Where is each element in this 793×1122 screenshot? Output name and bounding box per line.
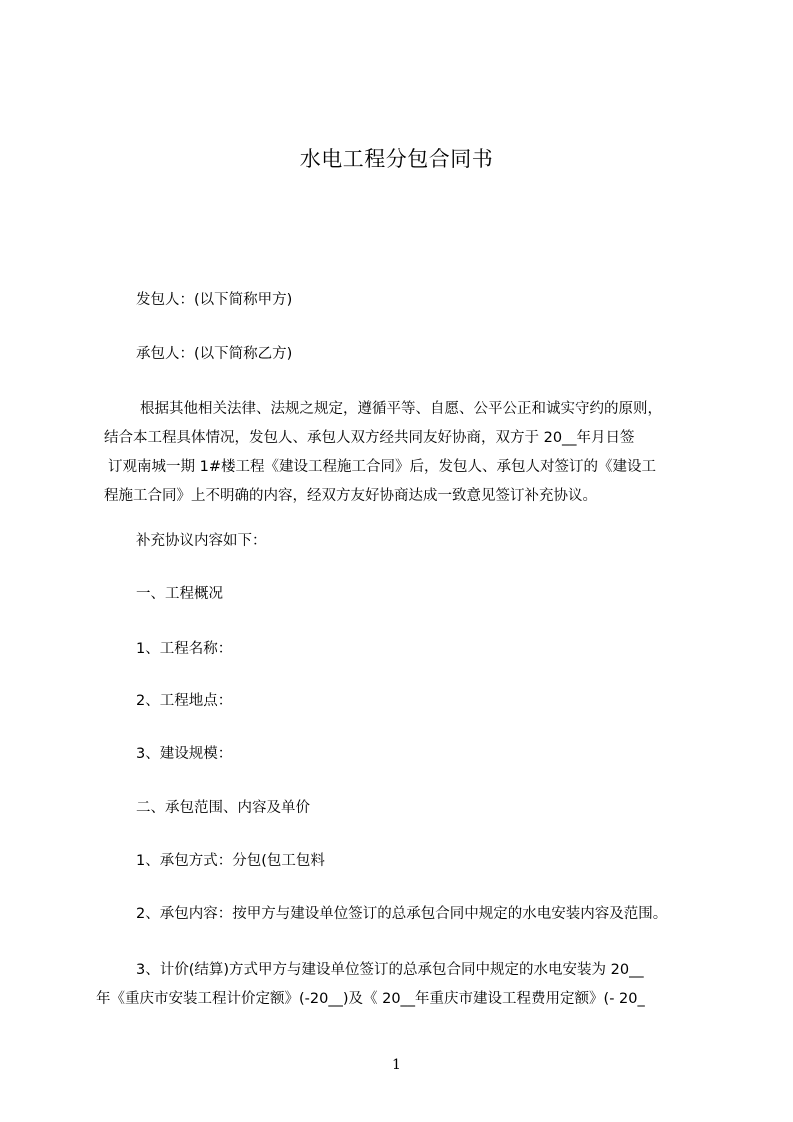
page-number: 1 <box>392 1057 401 1073</box>
section-1-heading: 一、工程概况 <box>136 586 223 602</box>
preamble-line-3: 订观南城一期 1#楼工程《建设工程施工合同》后，发包人、承包人对签订的《建设工 <box>108 459 656 475</box>
preamble-line-2: 结合本工程具体情况，发包人、承包人双方经共同友好协商，双方于 20__年月日签 <box>104 430 635 446</box>
preamble-line-4: 程施工合同》上不明确的内容，经双方友好协商达成一致意见签订补充协议。 <box>104 488 597 504</box>
item-2-3-line-1: 3、计价(结算)方式甲方与建设单位签订的总承包合同中规定的水电安装为 20__ <box>136 962 644 978</box>
preamble-line-1: 根据其他相关法律、法规之规定，遵循平等、自愿、公平公正和诚实守约的原则， <box>140 401 662 417</box>
item-1-3: 3、建设规模： <box>136 746 233 762</box>
item-2-2: 2、承包内容：按甲方与建设单位签订的总承包合同中规定的水电安装内容及范围。 <box>136 906 668 922</box>
section-2-heading: 二、承包范围、内容及单价 <box>136 800 310 816</box>
party-a-line: 发包人：(以下简称甲方) <box>136 292 293 308</box>
party-b-line: 承包人：(以下简称乙方) <box>136 346 293 362</box>
intro-line: 补充协议内容如下： <box>136 533 267 549</box>
item-2-3-line-2: 年《重庆市安装工程计价定额》(-20__)及《 20__年重庆市建设工程费用定额》(- 20_ <box>96 991 645 1007</box>
document-title: 水电工程分包合同书 <box>299 147 494 171</box>
item-1-1: 1、工程名称： <box>136 641 233 657</box>
preamble-paragraph <box>104 395 734 511</box>
item-2-3-paragraph <box>96 956 726 1014</box>
item-1-2: 2、工程地点： <box>136 693 233 709</box>
item-2-1: 1、承包方式：分包(包工包料 <box>136 853 325 869</box>
